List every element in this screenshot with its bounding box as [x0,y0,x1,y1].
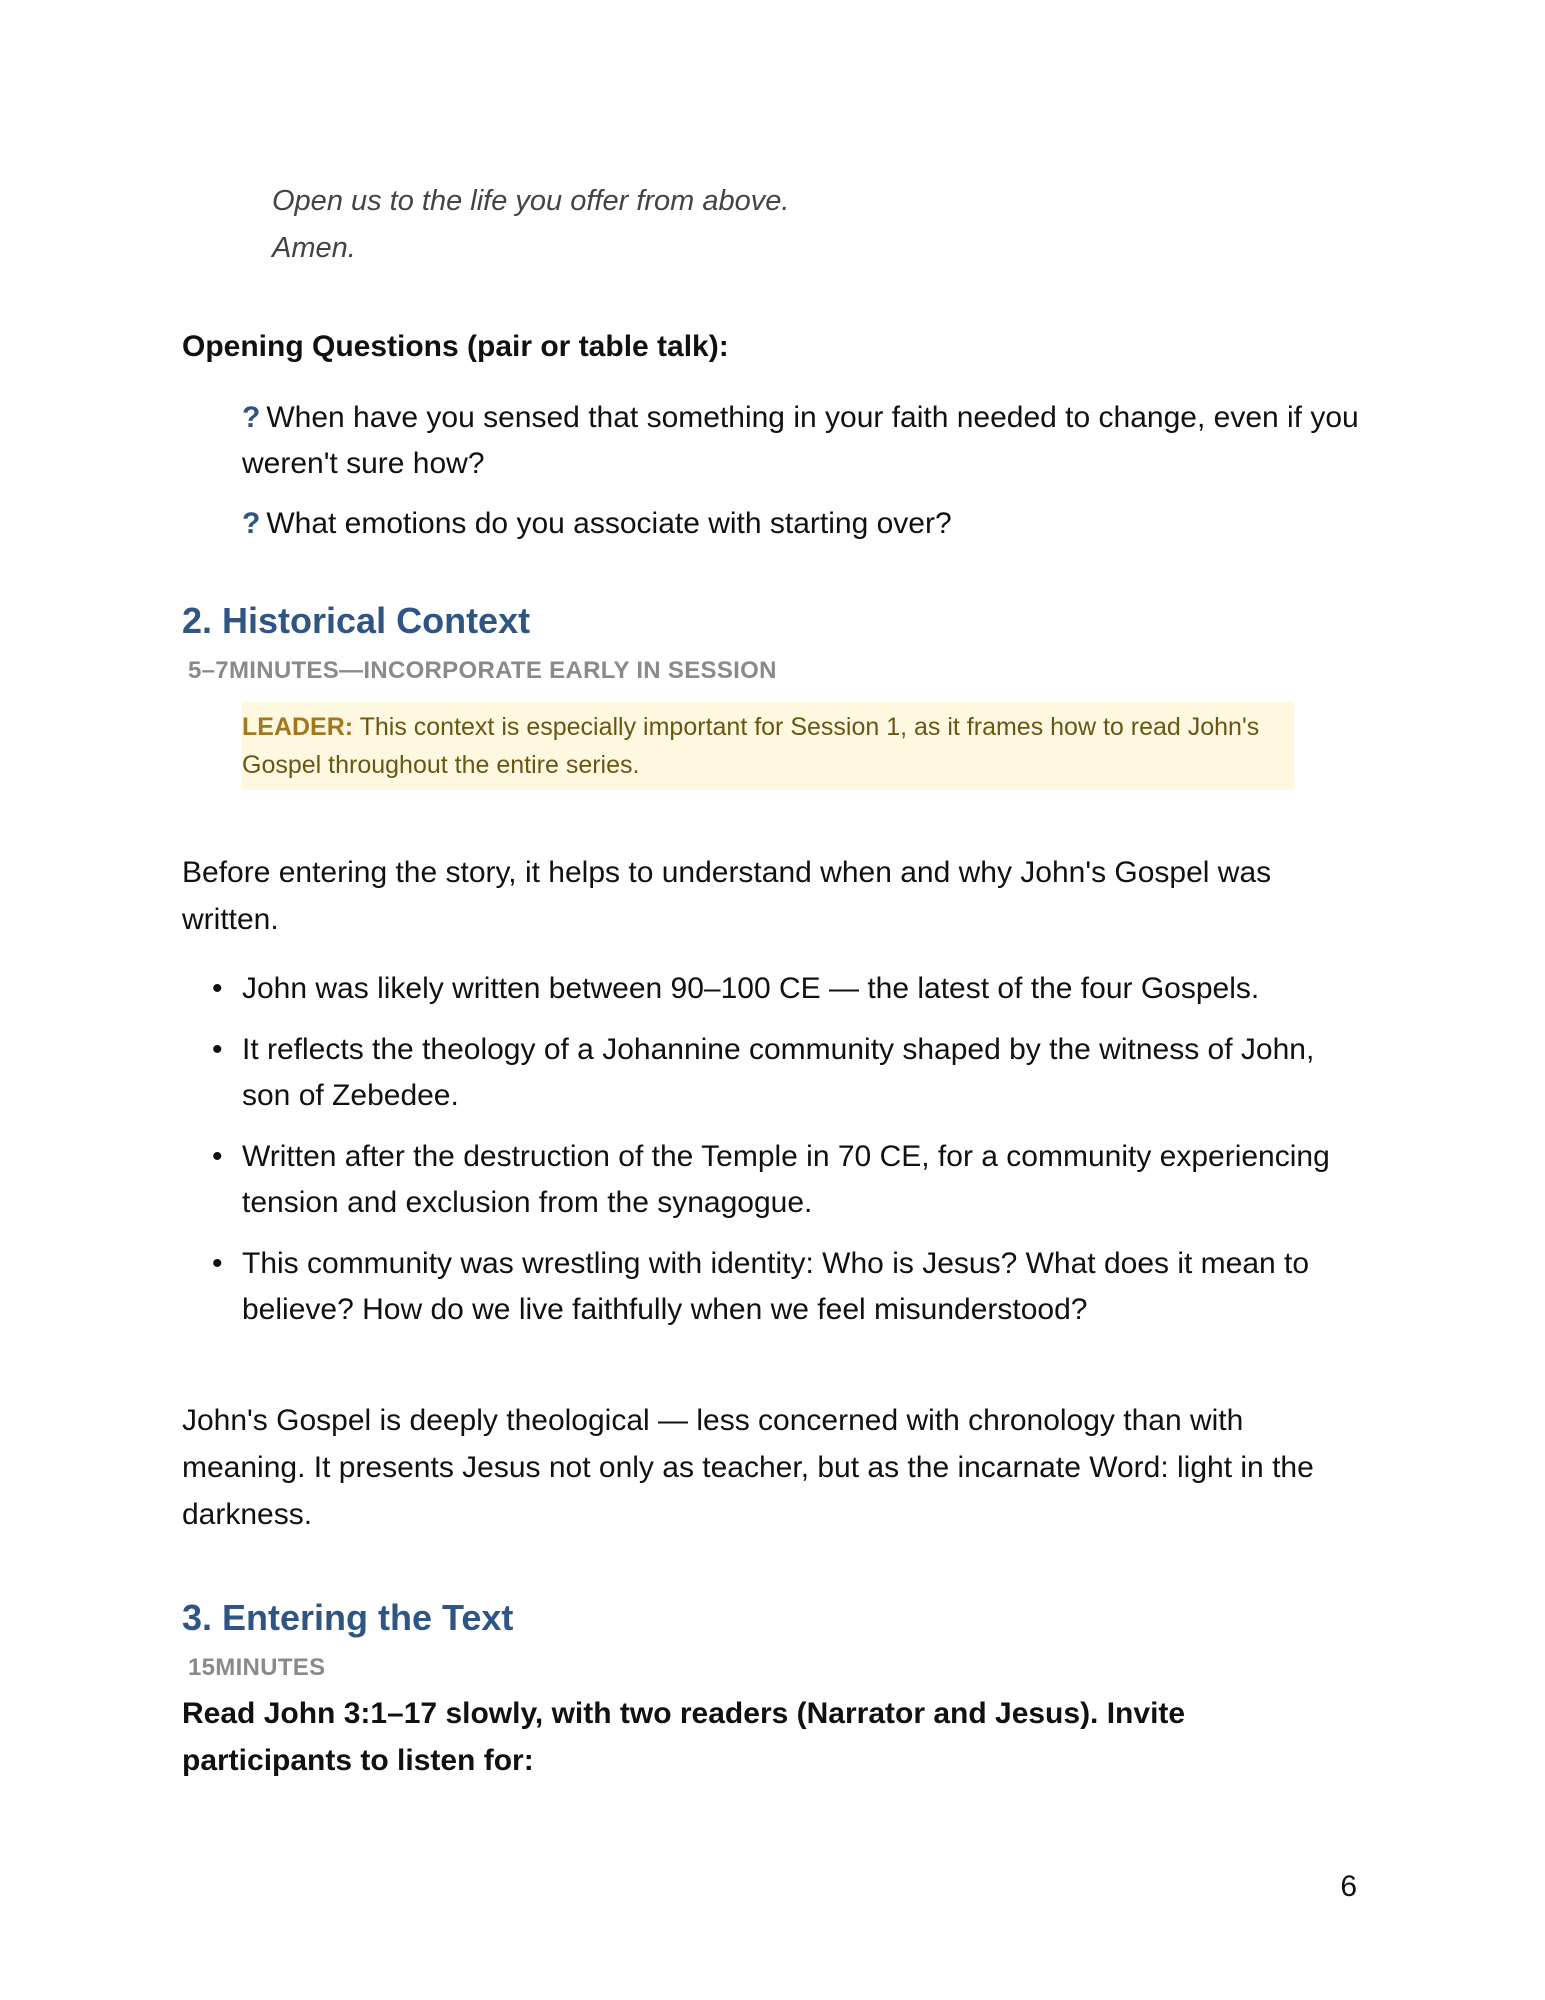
opening-questions-label: Opening Questions (pair or table talk): [182,330,729,363]
opening-question [242,395,1362,487]
context-bullet-list [212,966,1362,1348]
prayer-line: Amen. [272,232,356,264]
leader-text: This context is especially important for Session 1, as it frames how to read John's Gospel throughout the entire series. [242,713,1260,779]
section-heading: 2. Historical Context [182,600,531,641]
question-text: When have you sensed that something in your faith needed to change, even if you weren't sure how? [242,401,1359,480]
list-item: • This community was wrestling with identity: Who is Jesus? What does it mean to believe? How do we live faithfully when we feel misunderstood? [212,1247,1310,1326]
leader-tag: LEADER: [242,713,354,741]
section-timing: 5–7MINUTES—INCORPORATE EARLY IN SESSION [188,657,777,684]
intro-paragraph: Before entering the story, it helps to understand when and why John's Gospel was written. [182,856,1272,936]
reading-instruction: Read John 3:1–17 slowly, with two readers (Narrator and Jesus). Invite participants to listen for: [182,1697,1186,1777]
leader-note [242,702,1294,790]
opening-question [242,501,1362,547]
question-text: What emotions do you associate with starting over? [266,507,952,540]
page-number: 6 [1340,1870,1357,1903]
closing-paragraph: John's Gospel is deeply theological — less concerned with chronology than with meaning. It presents Jesus not only as teacher, but as the incarnate Word: light in the darkness. [182,1404,1314,1531]
list-item: • It reflects the theology of a Johannine community shaped by the witness of John, son of Zebedee. [212,1033,1315,1112]
question-mark-icon: ? [242,401,261,434]
section-timing: 15MINUTES [188,1654,326,1681]
question-mark-icon: ? [242,507,261,540]
section-heading: 3. Entering the Text [182,1597,514,1638]
closing-prayer [272,178,789,272]
list-item: • John was likely written between 90–100 CE — the latest of the four Gospels. [212,972,1260,1005]
prayer-line: Open us to the life you offer from above. [272,185,790,217]
list-item: • Written after the destruction of the Temple in 70 CE, for a community experiencing tension and exclusion from the synagogue. [212,1140,1330,1219]
